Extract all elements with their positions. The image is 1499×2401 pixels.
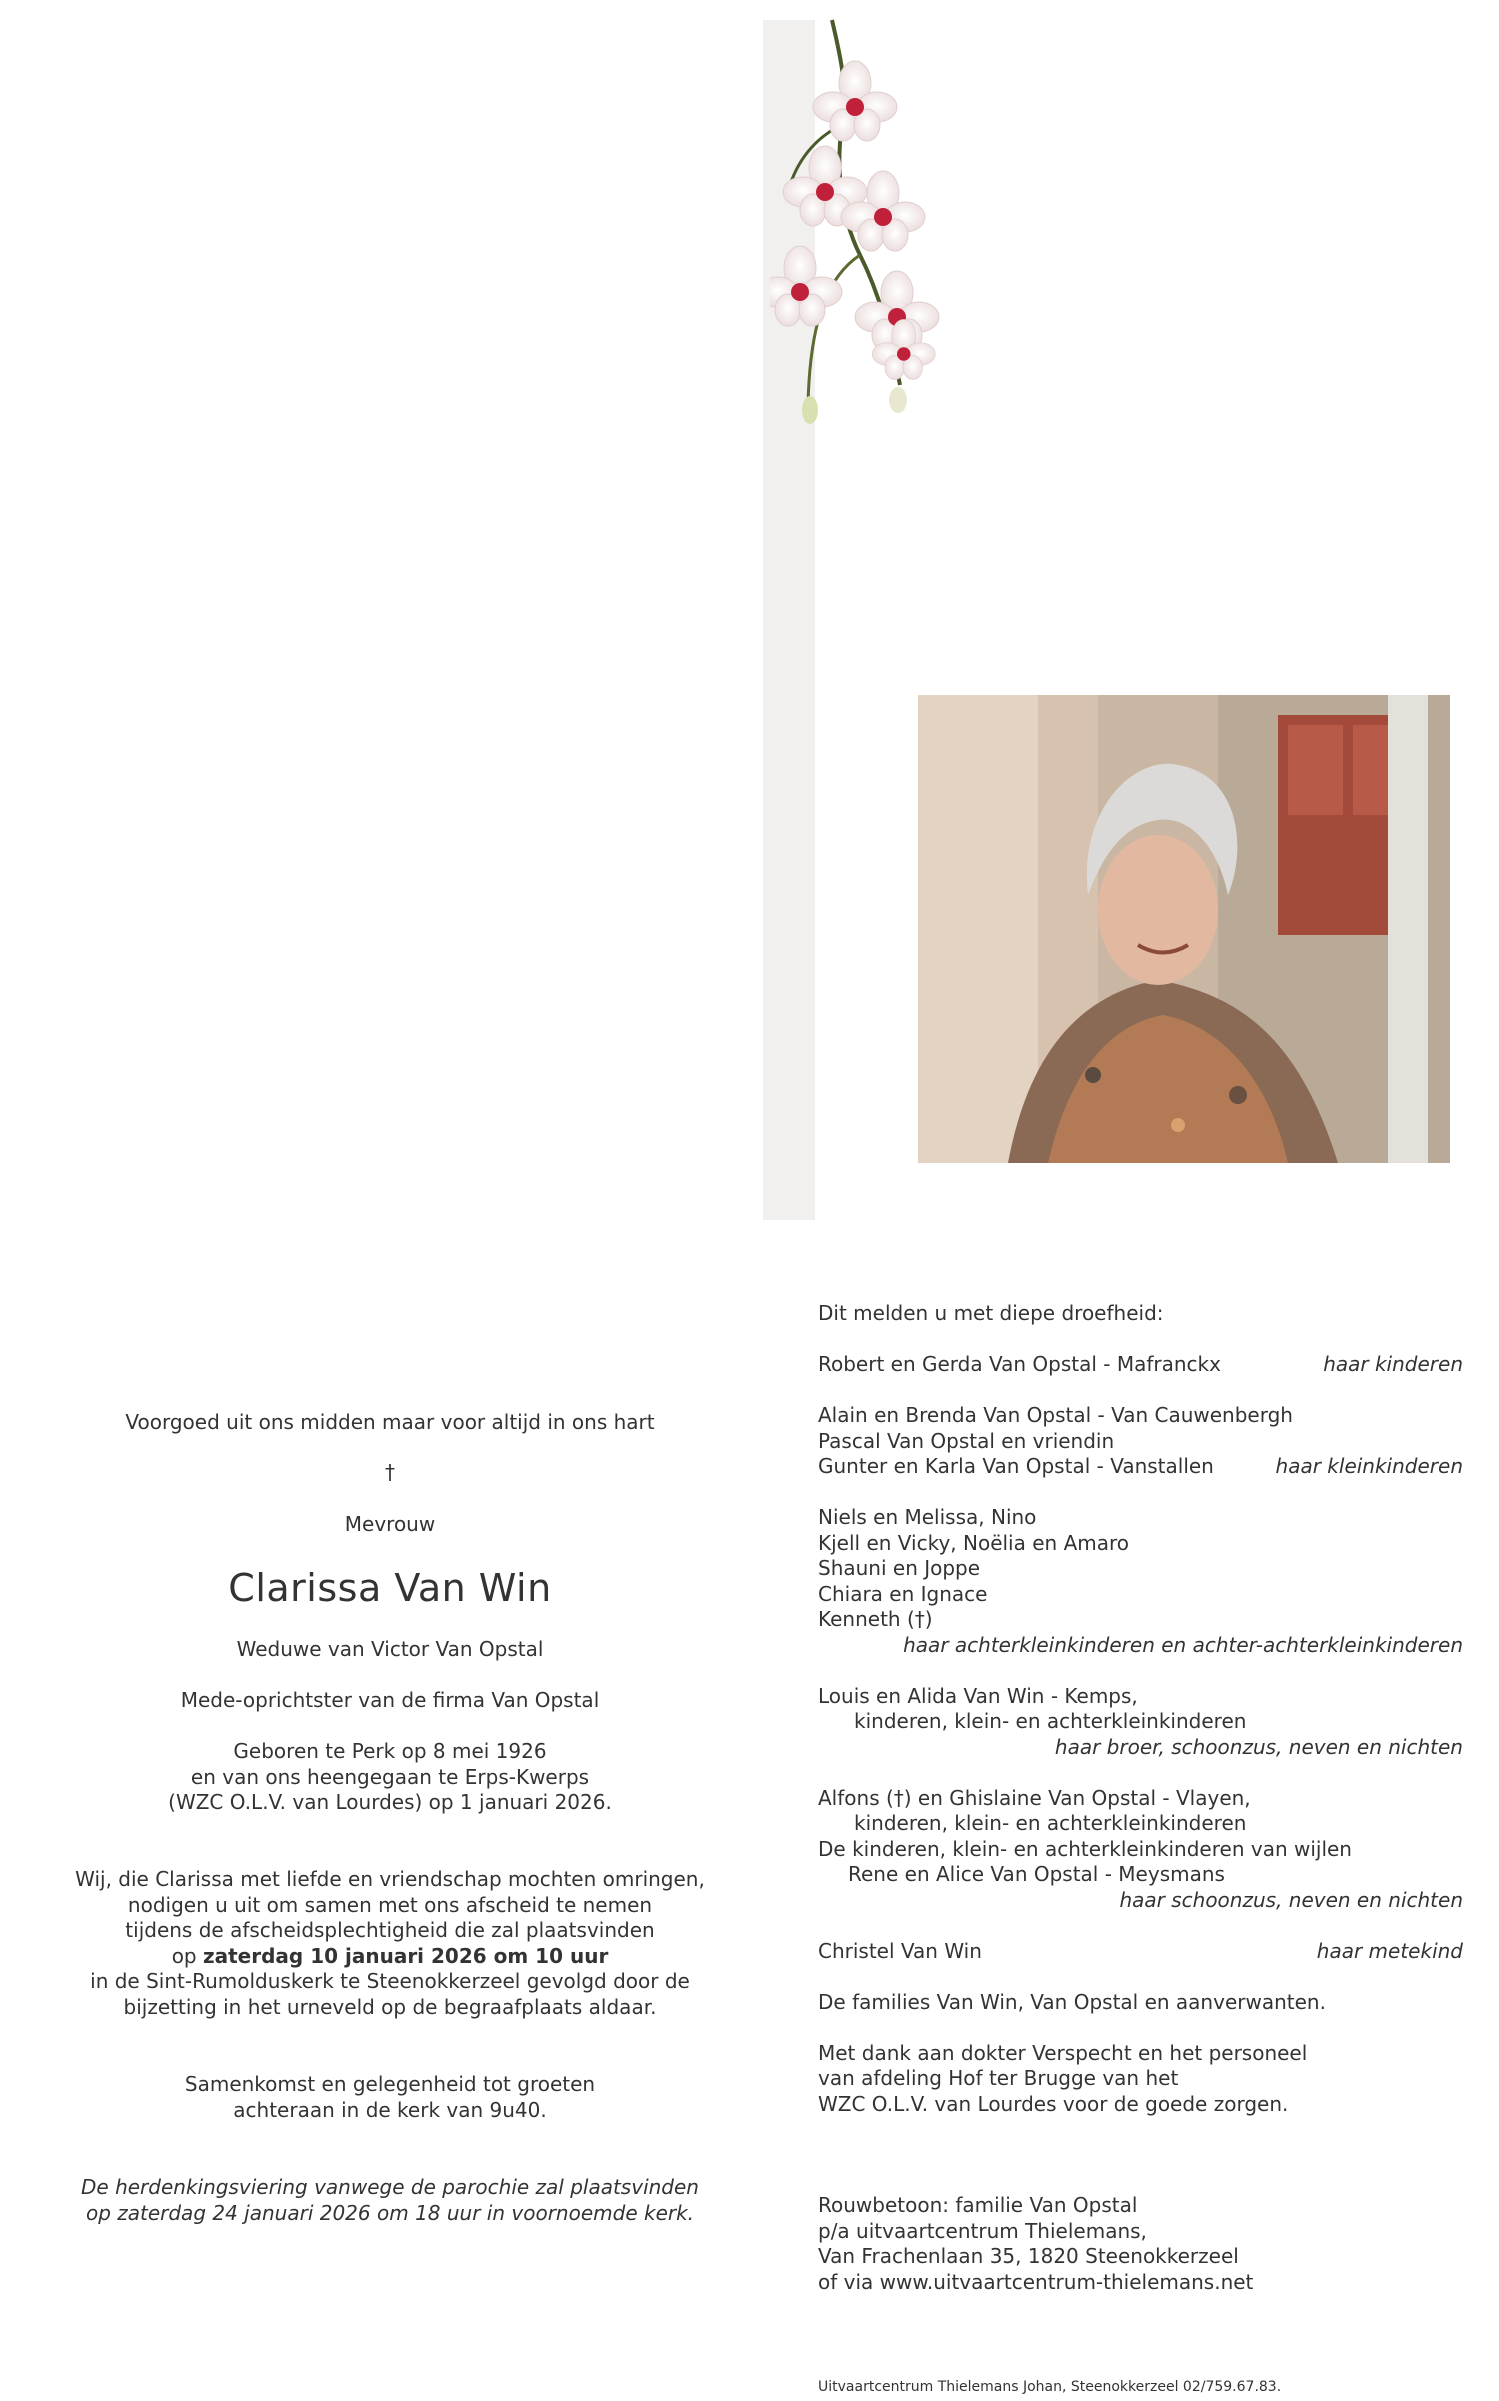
children-row <box>818 1352 1463 1378</box>
great-grandchildren-role-row <box>818 1633 1463 1659</box>
grandchildren-role: haar kleinkinderen <box>1275 1454 1463 1478</box>
spacer <box>818 1760 1463 1786</box>
invitation-line: tijdens de afscheidsplechtigheid die zal plaatsvinden <box>125 1918 655 1942</box>
brother-name: Louis en Alida Van Win - Kemps, <box>818 1683 1138 1708</box>
invitation-line: Wij, die Clarissa met liefde en vriendschap mochten omringen, <box>75 1867 705 1891</box>
remembrance-line: op zaterdag 24 januari 2026 om 18 uur in voornoemde kerk. <box>85 2200 695 2225</box>
children-name: Robert en Gerda Van Opstal - Mafranckx <box>818 1352 1221 1376</box>
brother-role-row <box>818 1735 1463 1761</box>
deceased-name: Clarissa Van Win <box>228 1566 552 1610</box>
families-line: De families Van Win, Van Opstal en aanverwanten. <box>818 1989 1326 2014</box>
inlaws-sub: kinderen, klein- en achterkleinkinderen <box>854 1811 1247 1835</box>
cross-wrap <box>40 1460 740 1486</box>
brother-sub: kinderen, klein- en achterkleinkinderen <box>854 1709 1247 1733</box>
invitation-block <box>40 1867 740 2020</box>
cofounder-wrap <box>40 1688 740 1714</box>
widow-wrap <box>40 1637 740 1663</box>
orchid-illustration <box>770 15 990 435</box>
godchild-row <box>818 1939 1463 1965</box>
invitation-line: in de Sint-Rumolduskerk te Steenokkerzeel gevolgd door de <box>90 1969 690 1993</box>
spacer <box>818 1913 1463 1939</box>
great-grandchild-line: Kjell en Vicky, Noëlia en Amaro <box>818 1530 1130 1555</box>
date-prefix: op <box>171 1943 203 1968</box>
birth-death-block <box>40 1739 740 1816</box>
great-grandchild-line: Chiara en Ignace <box>818 1581 988 1606</box>
inlaws-role-row <box>818 1888 1463 1914</box>
condolences-line: p/a uitvaartcentrum Thielemans, <box>818 2218 1147 2243</box>
inlaws-line: Rene en Alice Van Opstal - Meysmans <box>848 1862 1225 1886</box>
thanks-line: WZC O.L.V. van Lourdes voor de goede zorgen. <box>818 2091 1289 2116</box>
footer: Uitvaartcentrum Thielemans Johan, Steenokkerzeel 02/759.67.83. <box>818 2379 1282 2395</box>
spacer <box>818 2015 1463 2041</box>
thanks-line: Met dank aan dokter Verspecht en het personeel <box>818 2040 1308 2065</box>
invitation-line: nodigen u uit om samen met ons afscheid te nemen <box>127 1892 653 1917</box>
spacer <box>818 1480 1463 1506</box>
salutation-wrap <box>40 1512 740 1538</box>
inlaws-role: haar schoonzus, neven en nichten <box>1119 1887 1463 1912</box>
name-wrap <box>40 1565 740 1611</box>
born-line: en van ons heengegaan te Erps-Kwerps <box>190 1764 590 1789</box>
remembrance-block <box>40 2175 740 2226</box>
godchild-name: Christel Van Win <box>818 1938 982 1963</box>
condolences-line: Van Frachenlaan 35, 1820 Steenokkerzeel <box>818 2244 1239 2268</box>
condolences-link[interactable]: of via www.uitvaartcentrum-thielemans.net <box>818 2269 1254 2294</box>
grandchild-line: Alain en Brenda Van Opstal - Van Cauwenbergh <box>818 1403 1293 1427</box>
invitation-line: bijzetting in het urneveld op de begraafplaats aldaar. <box>123 1994 657 2019</box>
grandchild-line: Pascal Van Opstal en vriendin <box>818 1428 1115 1453</box>
grandchild-line: Gunter en Karla Van Opstal - Vanstallen <box>818 1454 1214 1478</box>
portrait-photo <box>918 695 1450 1163</box>
ceremony-date-line <box>40 1944 740 1970</box>
children-role: haar kinderen <box>1323 1352 1463 1376</box>
born-line: (WZC O.L.V. van Lourdes) op 1 januari 2026. <box>168 1790 612 1814</box>
cofounder-line: Mede-oprichtster van de firma Van Opstal <box>180 1688 600 1712</box>
left-column <box>40 1410 740 1436</box>
thanks-line: van afdeling Hof ter Brugge van het <box>818 2066 1179 2090</box>
spacer <box>818 1327 1463 1353</box>
born-line: Geboren te Perk op 8 mei 1926 <box>233 1739 547 1763</box>
gathering-block <box>40 2072 740 2123</box>
spacer <box>818 1378 1463 1404</box>
spacer <box>818 1658 1463 1684</box>
salutation: Mevrouw <box>344 1512 436 1536</box>
motto: Voorgoed uit ons midden maar voor altijd in ons hart <box>125 1410 655 1434</box>
widow-line: Weduwe van Victor Van Opstal <box>236 1637 544 1661</box>
gathering-line: Samenkomst en gelegenheid tot groeten <box>184 2072 596 2096</box>
great-grandchild-line: Kenneth (†) <box>818 1607 933 1631</box>
remembrance-line: De herdenkingsviering vanwege de parochie zal plaatsvinden <box>81 2175 699 2199</box>
gathering-line: achteraan in de kerk van 9u40. <box>233 2097 547 2122</box>
grandchildren-row <box>818 1454 1463 1480</box>
intro-line: Dit melden u met diepe droefheid: <box>818 1301 1164 1325</box>
great-grandchild-line: Niels en Melissa, Nino <box>818 1505 1037 1529</box>
spacer <box>818 1964 1463 1990</box>
inlaws-name: Alfons (†) en Ghislaine Van Opstal - Vlayen, <box>818 1785 1251 1810</box>
inlaws-line: De kinderen, klein- en achterkleinkinderen van wijlen <box>818 1836 1352 1861</box>
great-grandchildren-role: haar achterkleinkinderen en achter-achterkleinkinderen <box>903 1632 1463 1657</box>
condolences-line: Rouwbetoon: familie Van Opstal <box>818 2193 1138 2217</box>
great-grandchild-line: Shauni en Joppe <box>818 1556 981 1580</box>
godchild-role: haar metekind <box>1316 1938 1463 1963</box>
right-column <box>818 1301 1463 2117</box>
brother-role: haar broer, schoonzus, neven en nichten <box>1054 1734 1463 1759</box>
ceremony-date: zaterdag 10 januari 2026 om 10 uur <box>202 1943 609 1968</box>
condolences-block <box>818 2193 1463 2295</box>
cross-symbol: † <box>385 1460 395 1484</box>
